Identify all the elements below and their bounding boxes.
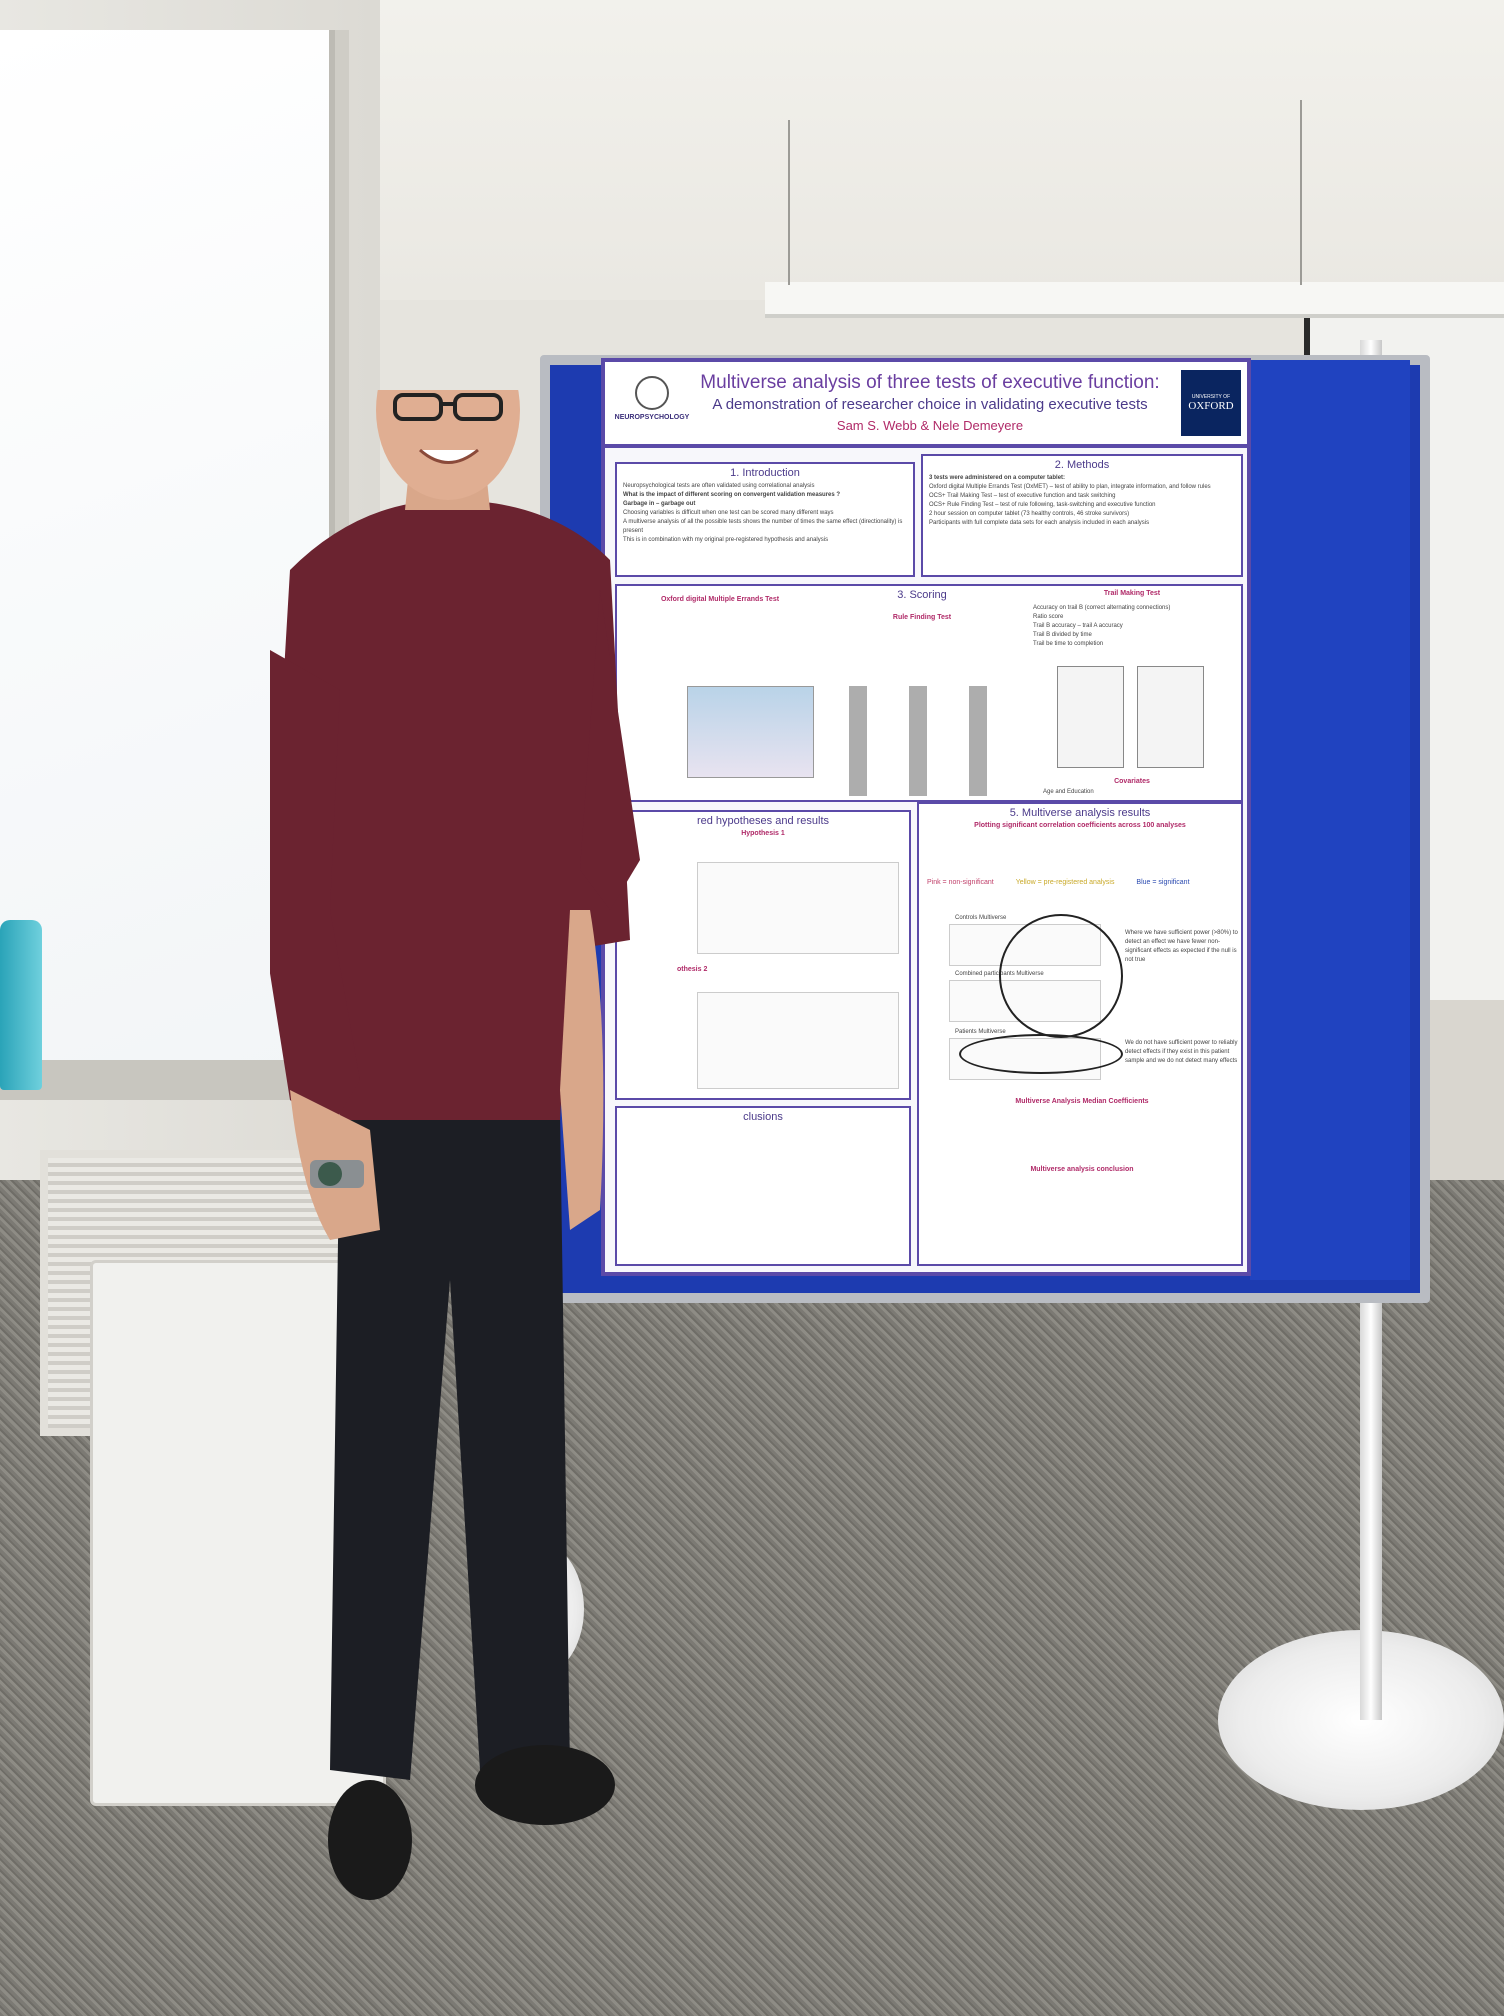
methods-item: Oxford digital Multiple Errands Test (OxMET) – test of ability to plan, integrate information, and follow rules [929,484,1211,490]
oxford-logo [1181,370,1241,436]
conclusion-heading: Multiverse analysis conclusion [1030,1166,1134,1173]
highlight-ellipse [959,1034,1123,1074]
trail-a-illustration [1057,666,1124,768]
legend-blue: Blue = significant [1136,879,1190,886]
methods-panel [921,454,1243,577]
median-heading: Multiverse Analysis Median Coefficients [1015,1098,1149,1105]
trail-b-illustration [1137,666,1204,768]
rule-finding-illustration [837,686,1007,796]
hypotheses-heading: red hypotheses and results [696,815,830,827]
multiverse-panel [917,802,1243,1266]
scoring-heading: 3. Scoring [897,589,947,601]
trail-item: Trail B divided by time [1033,632,1092,638]
presenter-person [270,390,780,1920]
highlight-circle [999,914,1123,1038]
poster-title: Multiverse analysis of three tests of executive function: [700,372,1160,393]
trail-item: Accuracy on trail B (correct alternating connections) [1033,605,1171,611]
legend-yellow: Yellow = pre-registered analysis [1015,879,1115,886]
scoring-trail-heading: Trail Making Test [1103,590,1161,597]
hypothesis1-heading: Hypothesis 1 [741,830,785,837]
logo-label: NEUROPSYCHOLOGY [614,414,690,421]
scoring-rule-heading: Rule Finding Test [892,614,952,621]
poster-subtitle: A demonstration of researcher choice in validating executive tests [712,396,1148,413]
intro-item: What is the impact of different scoring on convergent validation measures ? [623,492,841,498]
combined-label: Combined participants Multiverse [955,971,1044,977]
ceiling [350,0,1504,330]
intro-item: Neuropsychological tests are often validated using correlational analysis [623,483,815,489]
methods-heading: 2. Methods [1054,459,1110,471]
covariates-heading: Covariates [1114,778,1150,785]
no-power-note: We do not have sufficient power to reliably detect effects if they exist in this patient sample and we do not detect many effects [1125,1040,1238,1064]
intro-item: Garbage in – garbage out [623,501,696,507]
methods-item: Participants with full complete data sets for each analysis included in each analysis [929,520,1150,526]
light-cable [788,120,790,285]
oxford-logo-name: OXFORD [1188,400,1234,412]
hypothesis2-heading: othesis 2 [677,966,708,973]
methods-item: OCS+ Trail Making Test – test of executive function and task switching [929,493,1116,499]
controls-label: Controls Multiverse [955,915,1007,921]
intro-item: A multiverse analysis of all the possible tests shows the number of times the same effect (directionality) is present [623,519,903,534]
multiverse-heading: 5. Multiverse analysis results [1009,807,1151,819]
trail-item: Ratio score [1033,614,1064,620]
trail-items [1027,604,1237,649]
intro-heading: 1. Introduction [730,467,800,479]
multiverse-legend [927,879,1241,886]
trail-item: Trail B accuracy – trail A accuracy [1033,623,1123,629]
conclusions-heading: clusions [743,1111,783,1123]
ceiling-light [765,282,1504,318]
trail-item: Trail be time to completion [1033,641,1104,647]
poster-board-panel [1250,360,1410,1280]
methods-item: 2 hour session on computer tablet (73 healthy controls, 46 stroke survivors) [929,511,1130,517]
water-bottle [0,920,42,1090]
methods-item: OCS+ Rule Finding Test – test of rule following, task-switching and executive function [929,502,1156,508]
oxford-logo-top: UNIVERSITY OF [1191,394,1231,400]
scoring-oxmet-heading: Oxford digital Multiple Errands Test [660,596,780,603]
covariates-item: Age and Education [1043,789,1094,795]
light-cable [1300,100,1302,285]
legend-pink: Pink = non-significant [927,879,994,886]
power-note: Where we have sufficient power (>80%) to detect an effect we have fewer non-significant effects as expected if the null is not true [1125,930,1238,963]
intro-item: This is in combination with my original pre-registered hypothesis and analysis [623,537,829,543]
patients-label: Patients Multiverse [955,1029,1006,1035]
methods-item: 3 tests were administered on a computer tablet: [929,475,1066,481]
multiverse-subheading: Plotting significant correlation coefficients across 100 analyses [974,822,1186,829]
poster-authors: Sam S. Webb & Nele Demeyere [836,418,1024,433]
intro-item: Choosing variables is difficult when one test can be scored many different ways [623,510,834,516]
